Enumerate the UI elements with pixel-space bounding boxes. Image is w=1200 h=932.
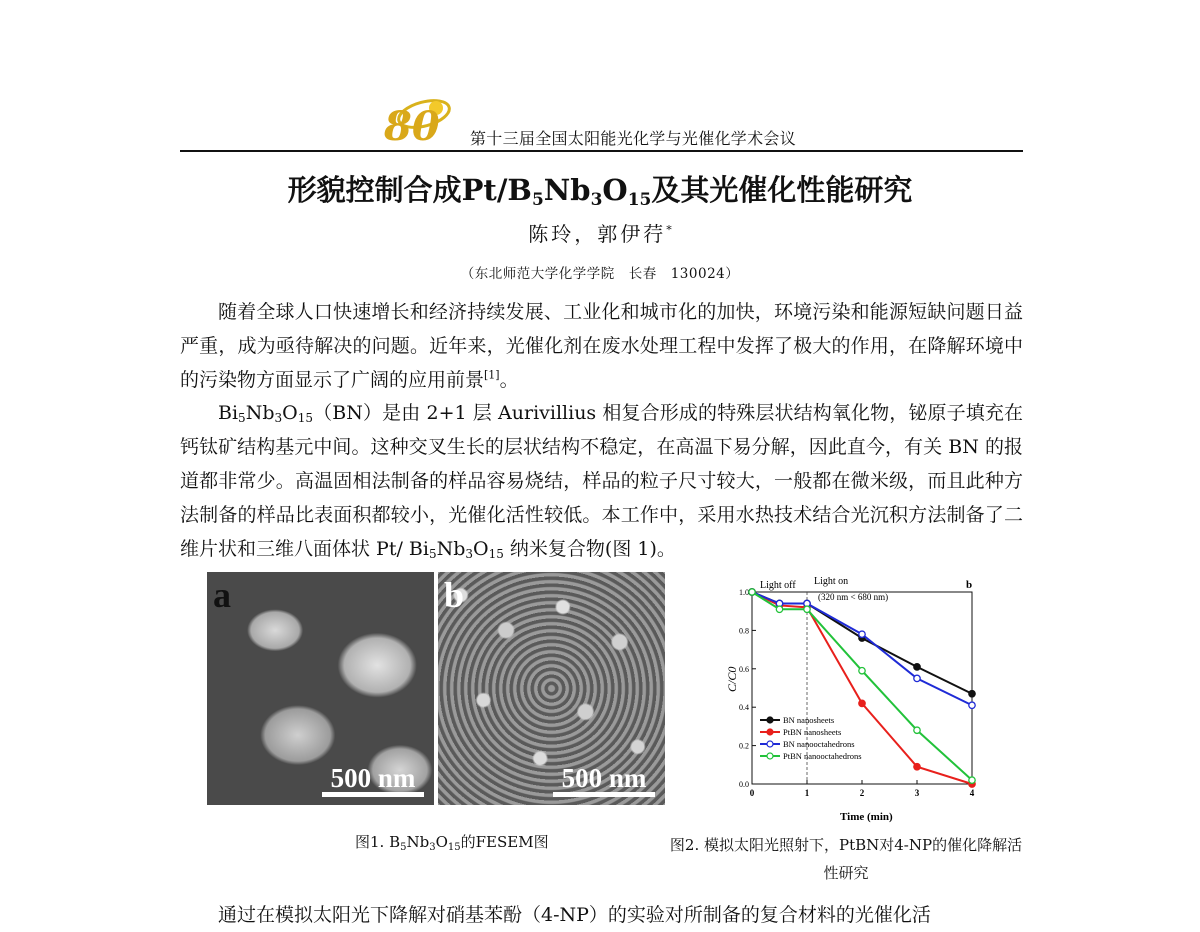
chart-legend — [760, 715, 862, 761]
panel-label-a: a — [213, 575, 231, 615]
legend-marker — [767, 717, 773, 723]
y-tick-label: 0.8 — [739, 626, 749, 636]
data-point — [859, 668, 865, 674]
figure-1-caption: 图1. $B_5Nb_3O_{15}$的FESEM图 — [355, 833, 549, 853]
x-tick-label: 4 — [969, 788, 975, 798]
affiliation: （东北师范大学化学学院 长春 130024） — [460, 266, 740, 282]
legend-marker — [767, 741, 773, 747]
legend-entry: PtBN nanosheets — [783, 727, 842, 737]
chart-y-ticks — [739, 588, 756, 789]
x-tick-label: 2 — [859, 788, 865, 798]
legend-marker — [767, 729, 773, 735]
light-on-label: Light on — [814, 576, 849, 587]
paragraph-3: 通过在模拟太阳光下降解对硝基苯酚（4-NP）的实验对所制备的复合材料的光催化活 — [218, 904, 931, 926]
authors: 陈玲，郭伊荇* — [528, 222, 672, 246]
series-line-0 — [752, 592, 972, 694]
logo-text: 80 — [384, 103, 440, 150]
y-axis-label: C/C0 — [725, 666, 739, 692]
paragraph-1: 随着全球人口快速增长和经济持续发展、工业化和城市化的加快，环境污染和能源短缺问题日益严重，成为亟待解决的问题。近年来，光催化剂在废水处理工程中发挥了极大的作用，在降解环境中的污染物方面显示了广阔的应用前景[1]。 — [180, 301, 1023, 391]
y-tick-label: 0.2 — [739, 741, 749, 751]
data-point — [914, 764, 920, 770]
data-point — [914, 727, 920, 733]
data-point — [969, 702, 975, 708]
data-point — [969, 691, 975, 697]
data-point — [749, 589, 755, 595]
paragraph-2: $Bi_5Nb_3O_{15}(BN)$是由 2+1 层 Aurivillius 相复合形成的特殊层状结构氧化物，铋原子填充在钙钛矿结构基元中间。这种交叉生长的层状结构不稳定，在高温下易分解，因此直今，有关 BN 的报道都非常少。高温固相法制备的样品容易烧结，样品的粒子尺寸较大，一般都在微米级，而且此种方法制备的样品比表面积都较小，光催化活性较低。本工作中，采用水热技术结合光沉积方法制备了二维片状和三维八面体状 Pt/ $Bi_5Nb_3O_{15}$ 纳米复合物(图 1)。 — [180, 402, 1023, 561]
x-tick-label: 1 — [804, 788, 810, 798]
data-point — [804, 606, 810, 612]
legend-marker — [767, 753, 773, 759]
data-point — [914, 675, 920, 681]
data-point — [859, 700, 865, 706]
data-point — [859, 631, 865, 637]
chart-panel-label: b — [966, 579, 973, 591]
sem-image-a — [207, 572, 434, 805]
y-tick-label: 1.0 — [739, 588, 749, 597]
panel-label-b: b — [444, 575, 465, 615]
anniversary-logo-icon — [378, 92, 458, 150]
header-rule — [180, 150, 1023, 152]
y-tick-label: 0.6 — [739, 664, 749, 674]
y-tick-label: 0.4 — [739, 703, 749, 713]
light-off-label: Light off — [760, 580, 796, 591]
data-point — [969, 777, 975, 783]
citation-ref: [1] — [484, 368, 500, 382]
chart-x-ticks — [750, 780, 975, 798]
conference-name: 第十三届全国太阳能光化学与光催化学术会议 — [470, 129, 797, 148]
legend-entry: BN nanooctahedrons — [783, 739, 855, 749]
figure-2-caption: 图2. 模拟太阳光照射下，PtBN对4-NP的催化降解活性研究 — [669, 836, 1023, 882]
degradation-chart — [725, 572, 988, 827]
wavelength-label: (320 nm < 680 nm) — [818, 592, 889, 602]
legend-entry: BN nanosheets — [783, 715, 835, 725]
scale-bar-b: 500 nm — [553, 763, 655, 797]
data-point — [914, 664, 920, 670]
x-tick-label: 3 — [914, 788, 920, 798]
sem-image-b — [438, 572, 665, 805]
data-point — [776, 606, 782, 612]
x-tick-label: 0 — [749, 788, 755, 798]
paper-title: 形貌控制合成$Pt/B_5Nb_3O_{15}$及其光催化性能研究 — [287, 173, 913, 210]
x-axis-label: Time (min) — [840, 811, 893, 823]
y-tick-label: 0.0 — [739, 780, 749, 789]
scale-bar-a: 500 nm — [322, 763, 424, 797]
legend-entry: PtBN nanooctahedrons — [783, 751, 862, 761]
